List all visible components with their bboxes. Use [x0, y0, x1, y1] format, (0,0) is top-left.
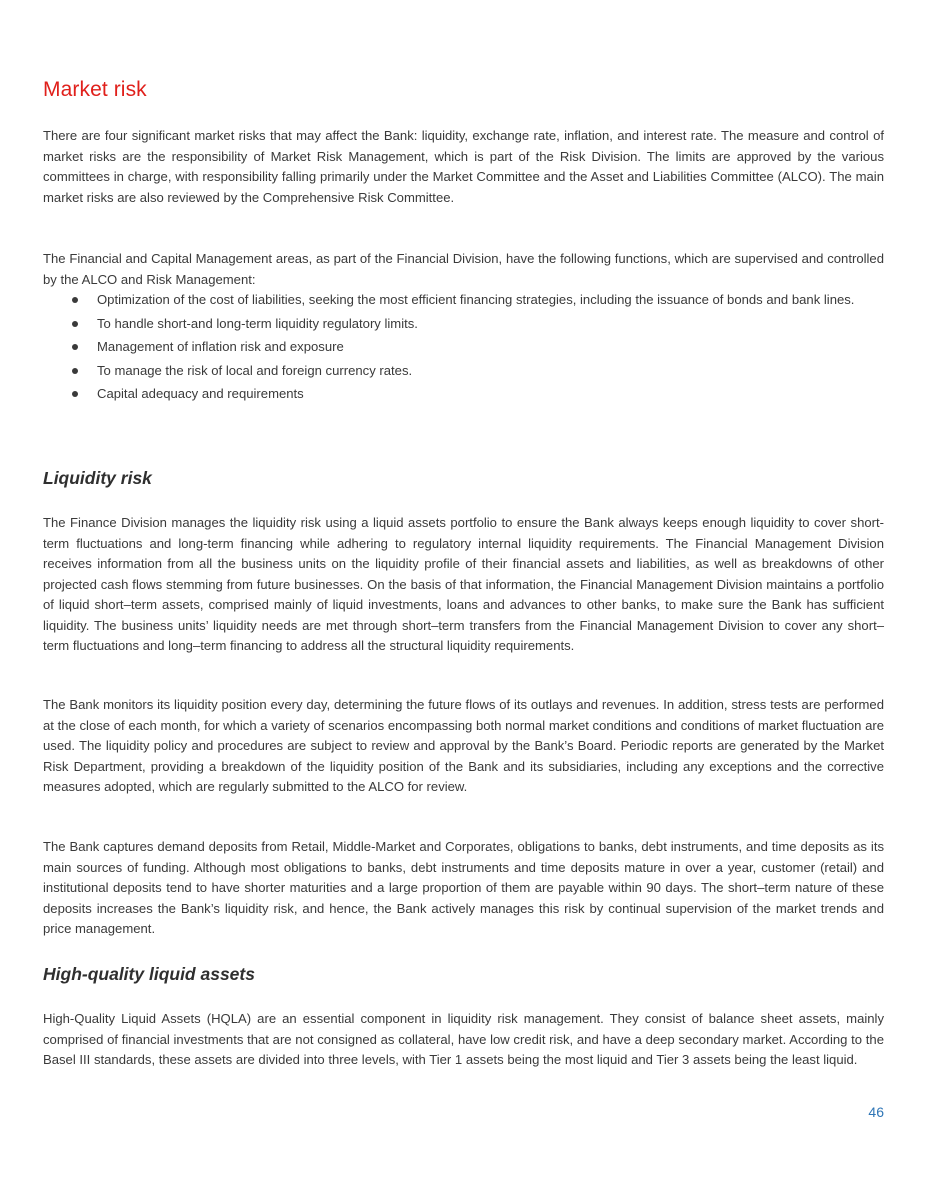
list-item: To manage the risk of local and foreign currency rates.: [43, 360, 884, 382]
bullet-icon: [72, 391, 78, 397]
bullet-icon: [72, 368, 78, 374]
functions-list: [43, 289, 884, 407]
liquidity-risk-paragraph-3: The Bank captures demand deposits from Retail, Middle-Market and Corporates, obligations to banks, debt instruments, and time deposits as its main sources of funding. Although most obligations to banks, debt instruments and time deposits mature in over a year, customer (retail) and institutional deposits tend to have shorter maturities and a large proportion of them are payable within 90 days. The short–term nature of these deposits increases the Bank’s liquidity risk, and hence, the Bank actively manages this risk by continual supervision of the market trends and price management.: [43, 839, 884, 936]
list-item: To handle short-and long-term liquidity regulatory limits.: [43, 313, 884, 335]
list-item: Capital adequacy and requirements: [43, 383, 884, 405]
document-page: [43, 0, 884, 1200]
list-item: Optimization of the cost of liabilities, seeking the most efficient financing strategies, including the issuance of bonds and bank lines.: [43, 289, 884, 311]
liquidity-risk-paragraph-1: The Finance Division manages the liquidity risk using a liquid assets portfolio to ensure the Bank always keeps enough liquidity to cover short-term fluctuations and long-term financing while adhering to regulatory internal liquidity requirements. The Financial Management Division receives information from all the business units on the liquidity profile of their financial assets and liabilities, as well as breakdowns of other projected cash flows stemming from future businesses. On the basis of that information, the Financial Management Division maintains a portfolio of liquid short–term assets, comprised mainly of liquid investments, loans and advances to other banks, to make sure the Bank has sufficient liquidity. The business units’ liquidity needs are met through short–term transfers from the Financial Management Division to cover any short–term fluctuations and long–term financing to address all the structural liquidity requirements.: [43, 515, 884, 653]
bullet-icon: [72, 297, 78, 303]
market-risk-paragraph-2: The Financial and Capital Management areas, as part of the Financial Division, have the following functions, which are supervised and controlled by the ALCO and Risk Management:: [43, 251, 884, 287]
liquidity-risk-heading: Liquidity risk: [43, 468, 152, 488]
page-number: 46: [868, 1104, 884, 1120]
hqla-heading: High-quality liquid assets: [43, 964, 255, 984]
hqla-paragraph-1: High-Quality Liquid Assets (HQLA) are an essential component in liquidity risk management. They consist of balance sheet assets, mainly comprised of financial investments that are not consigned as collateral, have low credit risk, and have a deep secondary market. According to the Basel III standards, these assets are divided into three levels, with Tier 1 assets being the most liquid and Tier 3 assets being the least liquid.: [43, 1011, 884, 1067]
market-risk-heading: Market risk: [43, 78, 147, 101]
list-item: Management of inflation risk and exposure: [43, 336, 884, 358]
liquidity-risk-paragraph-2: The Bank monitors its liquidity position every day, determining the future flows of its outlays and revenues. In addition, stress tests are performed at the close of each month, for which a variety of scenarios encompassing both normal market conditions and conditions of market fluctuation are used. The liquidity policy and procedures are subject to review and approval by the Bank’s Board. Periodic reports are generated by the Market Risk Department, providing a breakdown of the liquidity position of the Bank and its subsidiaries, including any exceptions and the corrective measures adopted, which are regularly submitted to the ALCO for review.: [43, 697, 884, 794]
bullet-icon: [72, 344, 78, 350]
market-risk-paragraph-1: There are four significant market risks that may affect the Bank: liquidity, exchange rate, inflation, and interest rate. The measure and control of market risks are the responsibility of Market Risk Management, which is part of the Risk Division. The limits are approved by the various committees in charge, with responsibility falling primarily under the Market Committee and the Asset and Liabilities Committee (ALCO). The main market risks are also reviewed by the Comprehensive Risk Committee.: [43, 128, 884, 205]
bullet-icon: [72, 321, 78, 327]
